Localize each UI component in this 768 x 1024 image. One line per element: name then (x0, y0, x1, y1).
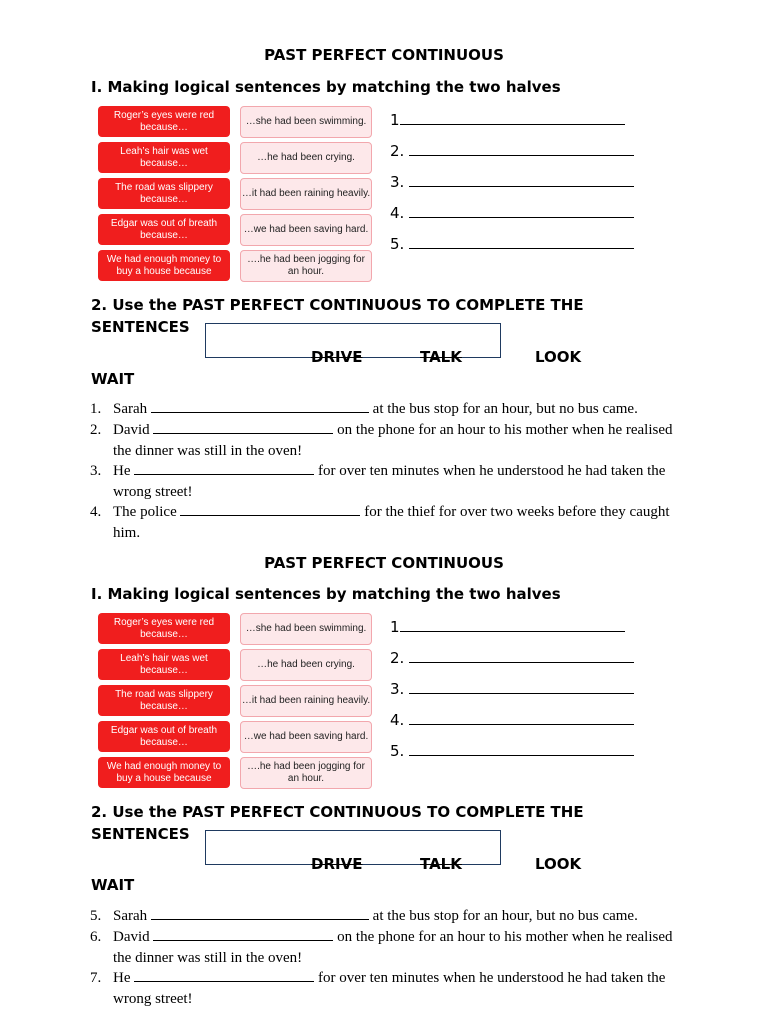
part2-heading: 2. Use the PAST PERFECT CONTINUOUS TO COMPLETE THE (91, 803, 584, 821)
fill-blank[interactable] (134, 461, 314, 475)
left-half-5: We had enough money to buy a house because (98, 250, 230, 281)
left-half-4: Edgar was out of breath because… (98, 214, 230, 245)
right-half-1: …she had been swimming. (240, 613, 372, 645)
part2-heading-cont: SENTENCES (91, 318, 190, 336)
answer-line-3[interactable] (390, 172, 634, 191)
word-wait: WAIT (91, 876, 135, 894)
fill-blank[interactable] (134, 968, 314, 982)
left-half-5: We had enough money to buy a house because (98, 757, 230, 788)
word-talk: TALK (420, 348, 462, 366)
word-look: LOOK (535, 855, 582, 873)
left-half-4: Edgar was out of breath because… (98, 721, 230, 752)
answer-line-5[interactable] (390, 741, 634, 760)
answer-line-4[interactable] (390, 710, 634, 729)
word-wait: WAIT (91, 370, 135, 388)
fill-blank[interactable] (153, 927, 333, 941)
exercise-item: 1. Sarah at the bus stop for an hour, but no bus came. (90, 401, 638, 417)
worksheet-title: PAST PERFECT CONTINUOUS (264, 46, 504, 64)
answer-label: 5. (390, 742, 405, 760)
right-half-1: …she had been swimming. (240, 106, 372, 138)
word-drive: DRIVE (311, 855, 363, 873)
answer-label: 3. (390, 680, 405, 698)
answer-line-2[interactable] (390, 141, 634, 160)
part1-heading: I. Making logical sentences by matching the two halves (91, 78, 561, 96)
right-half-5: ….he had been jogging for an hour. (240, 250, 372, 282)
fill-blank[interactable] (153, 420, 333, 434)
answer-label: 1 (390, 618, 400, 636)
answer-line-1[interactable] (390, 617, 625, 636)
right-half-3: …it had been raining heavily. (240, 685, 372, 717)
exercise-item: 4. The police for the thief for over two weeks before they caught him. (90, 504, 670, 541)
fill-blank[interactable] (180, 502, 360, 516)
word-talk: TALK (420, 855, 462, 873)
left-half-2: Leah’s hair was wet because… (98, 142, 230, 173)
left-half-1: Roger’s eyes were red because… (98, 106, 230, 137)
right-half-2: …he had been crying. (240, 142, 372, 174)
answer-label: 4. (390, 711, 405, 729)
right-half-4: …we had been saving hard. (240, 214, 372, 246)
answer-label: 3. (390, 173, 405, 191)
answer-label: 1 (390, 111, 400, 129)
word-look: LOOK (535, 348, 582, 366)
right-half-5: ….he had been jogging for an hour. (240, 757, 372, 789)
exercise-item: 6. David on the phone for an hour to his mother when he realised the dinner was still in the oven! (90, 929, 673, 966)
left-half-1: Roger’s eyes were red because… (98, 613, 230, 644)
right-half-2: …he had been crying. (240, 649, 372, 681)
fill-blank[interactable] (151, 399, 369, 413)
exercise-item: 5. Sarah at the bus stop for an hour, but no bus came. (90, 908, 638, 924)
left-half-2: Leah’s hair was wet because… (98, 649, 230, 680)
answer-label: 2. (390, 649, 405, 667)
part1-heading: I. Making logical sentences by matching the two halves (91, 585, 561, 603)
left-half-3: The road was slippery because… (98, 685, 230, 716)
worksheet-title: PAST PERFECT CONTINUOUS (264, 554, 504, 572)
answer-label: 5. (390, 235, 405, 253)
answer-line-4[interactable] (390, 203, 634, 222)
word-drive: DRIVE (311, 348, 363, 366)
left-half-3: The road was slippery because… (98, 178, 230, 209)
answer-line-3[interactable] (390, 679, 634, 698)
answer-line-2[interactable] (390, 648, 634, 667)
exercise-item: 3. He for over ten minutes when he understood he had taken the wrong street! (90, 463, 666, 500)
exercise-item: 2. David on the phone for an hour to his mother when he realised the dinner was still in the oven! (90, 422, 673, 459)
answer-line-5[interactable] (390, 234, 634, 253)
right-half-4: …we had been saving hard. (240, 721, 372, 753)
fill-blank[interactable] (151, 906, 369, 920)
part2-heading-cont: SENTENCES (91, 825, 190, 843)
exercise-item: 7. He for over ten minutes when he understood he had taken the wrong street! (90, 970, 666, 1007)
part2-heading: 2. Use the PAST PERFECT CONTINUOUS TO COMPLETE THE (91, 296, 584, 314)
answer-label: 4. (390, 204, 405, 222)
answer-label: 2. (390, 142, 405, 160)
answer-line-1[interactable] (390, 110, 625, 129)
right-half-3: …it had been raining heavily. (240, 178, 372, 210)
